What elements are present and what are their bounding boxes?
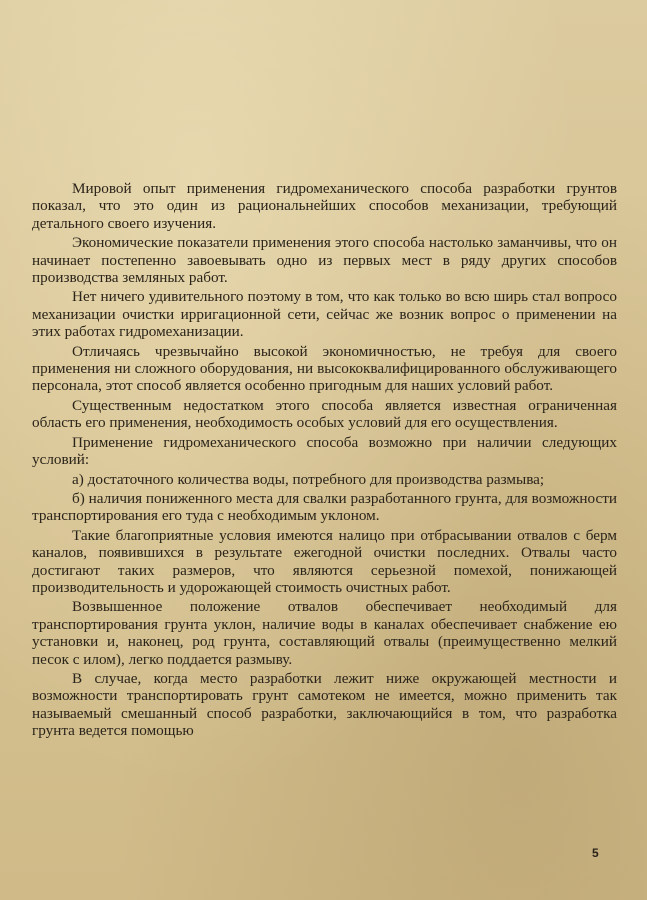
paragraph-drawback: Существенным недостатком этого способа является известная ограниченная область его применения, необходимость особых условий для его осуществления. xyxy=(32,396,617,432)
page-number: 5 xyxy=(592,846,599,860)
paragraph-economic-indicators: Экономические показатели применения этого способа настолько заманчивы, что он начинает постепенно завоевывать одно из первых мест в ряду других способов производства земляных работ. xyxy=(32,234,617,287)
paragraph-conditions-intro: Применение гидромеханического способа возможно при наличии следующих условий: xyxy=(32,433,617,469)
paragraph-mixed-method: В случае, когда место разработки лежит ниже окружающей местности и возможности транспортировать грунт самотеком не имеется, можно применить так называемый смешанный способ разработки, заключающийся в том, что разработка грунта ведется помощью xyxy=(32,669,617,740)
body-text xyxy=(32,180,617,742)
list-item-low-place: б) наличия пониженного места для свалки разработанного грунта, для возможности транспортирования его туда с необходимым уклоном. xyxy=(32,489,617,525)
list-item-water: а) достаточного количества воды, потребного для производства размыва; xyxy=(72,470,545,488)
paragraph-high-efficiency: Отличаясь чрезвычайно высокой экономичностью, не требуя для своего применения ни сложного оборудования, ни высококвалифицированного обслуживающего персонала, этот способ является особенно пригодным для наших условий работ. xyxy=(32,342,617,395)
paragraph-favorable-conditions: Такие благоприятные условия имеются налицо при отбрасывании отвалов с берм каналов, появившихся в результате ежегодной очистки последних. Отвалы часто достигают таких размеров, что являются серьезной помехой, понижающей производительность и удорожающей стоимость очистных работ. xyxy=(32,526,617,596)
paragraph-no-surprise: Нет ничего удивительного поэтому в том, что как только во всю ширь стал вопросо механизации очистки ирригационной сети, сейчас же возник вопрос о применении на этих работах гидромеханизации. xyxy=(32,288,617,341)
paragraph-world-experience: Мировой опыт применения гидромеханического способа разработки грунтов показал, что это один из рациональнейших способов механизации, требующий детального своего изучения. xyxy=(32,180,617,232)
paragraph-elevated-position: Возвышенное положение отвалов обеспечивает необходимый для транспортирования грунта уклон, наличие воды в каналах обеспечивает снабжение ею установки и, наконец, род грунта, составляющий отвалы (преимущественно мелкий песок с илом), легко поддается размыву. xyxy=(32,598,617,668)
